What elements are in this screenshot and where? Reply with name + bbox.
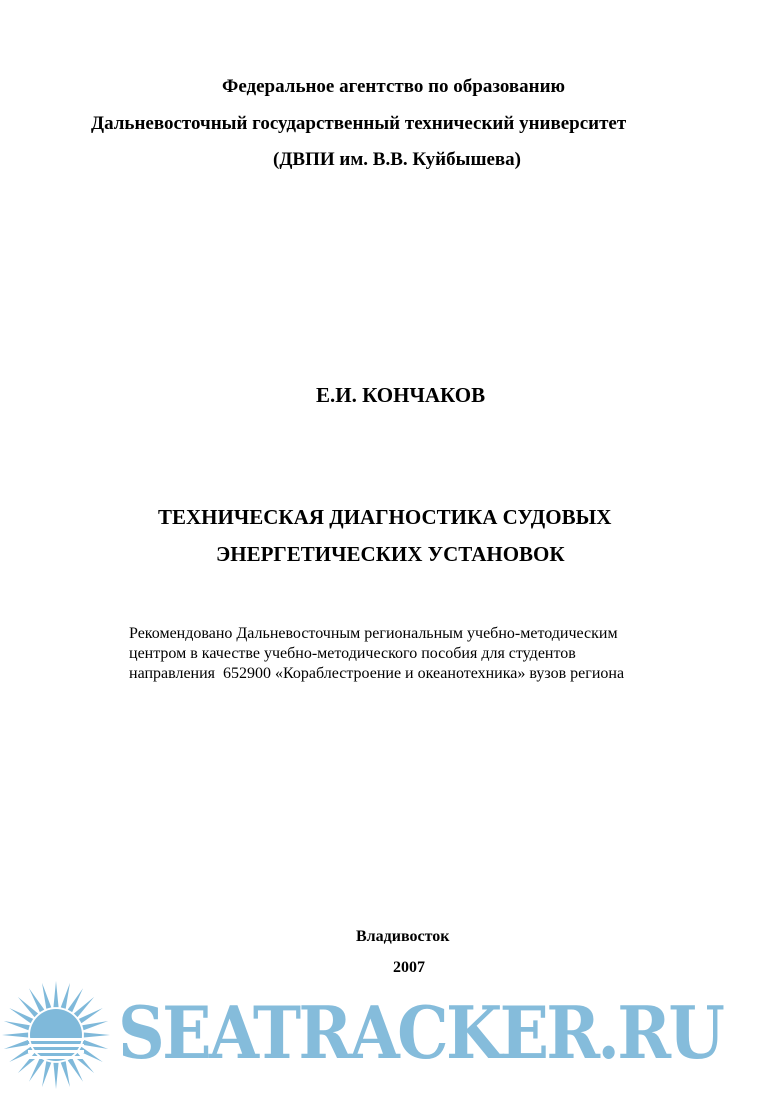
- sun-ray: [4, 1040, 30, 1049]
- recommendation-line-1: Рекомендовано Дальневосточным региональным учебно-методическим: [129, 625, 618, 642]
- sun-ray: [53, 981, 58, 1007]
- watermark-text: SEATRACKER.RU: [118, 990, 723, 1075]
- book-title-line-1: ТЕХНИЧЕСКАЯ ДИАГНОСТИКА СУДОВЫХ: [158, 505, 612, 529]
- recommendation-line-2: центром в качестве учебно-методического пособия для студентов: [129, 645, 576, 662]
- author-name: Е.И. КОНЧАКОВ: [316, 383, 486, 407]
- agency-name: Федеральное агентство по образованию: [222, 76, 566, 97]
- sun-ray: [4, 1021, 30, 1030]
- sun-ray: [84, 1032, 110, 1037]
- sun-ray: [61, 1061, 70, 1087]
- publication-year: 2007: [393, 959, 425, 976]
- sun-ray: [82, 1021, 108, 1030]
- institute-name: (ДВПИ им. В.В. Куйбышева): [273, 149, 522, 170]
- recommendation-line-3: направления 652900 «Кораблестроение и океанотехника» вузов региона: [129, 665, 625, 682]
- university-name: Дальневосточный государственный технический университет: [91, 113, 627, 134]
- sun-ray: [2, 1032, 28, 1037]
- sun-ray: [61, 983, 70, 1009]
- sun-icon: [0, 980, 112, 1090]
- sun-ray: [42, 983, 51, 1009]
- book-title-line-2: ЭНЕРГЕТИЧЕСКИХ УСТАНОВОК: [216, 542, 565, 566]
- sun-ray: [82, 1040, 108, 1049]
- publication-city: Владивосток: [356, 928, 450, 945]
- sun-ray: [53, 1063, 58, 1089]
- sun-ray: [42, 1061, 51, 1087]
